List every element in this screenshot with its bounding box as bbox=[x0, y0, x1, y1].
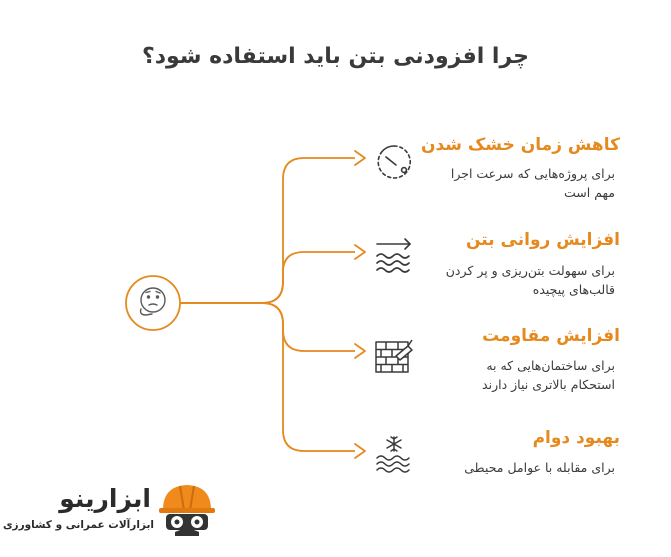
item-2-desc-line-1: برای سهولت بتن‌ریزی و پر کردن bbox=[445, 263, 615, 278]
arrowhead-1 bbox=[355, 151, 365, 165]
item-1-desc bbox=[400, 164, 615, 202]
connector-1 bbox=[180, 158, 355, 303]
item-2-desc-line-2: قالب‌های پیچیده bbox=[532, 282, 615, 297]
item-4-title: بهبود دوام bbox=[532, 428, 620, 448]
item-3-desc bbox=[400, 356, 615, 394]
arrowhead-3 bbox=[355, 344, 365, 358]
connectors bbox=[180, 158, 355, 451]
logo-name: ابزارینو bbox=[59, 484, 151, 513]
item-3-title: افزایش مقاومت bbox=[482, 326, 620, 346]
arrowhead-2 bbox=[355, 245, 365, 259]
item-3-desc-line-2: استحکام بالاتری نیاز دارند bbox=[482, 377, 615, 392]
item-2-title: افزایش روانی بتن bbox=[466, 230, 620, 250]
item-4-desc bbox=[400, 458, 615, 477]
item-4-desc-line-1: برای مقابله با عوامل محیطی bbox=[464, 460, 615, 475]
logo-helmet-icon bbox=[157, 480, 217, 538]
arrowheads bbox=[355, 151, 365, 458]
logo-tagline: ابزارآلات عمرانی و کشاورزی bbox=[2, 519, 154, 531]
item-2-desc bbox=[400, 261, 615, 299]
center-node bbox=[126, 276, 180, 330]
item-3-desc-line-1: برای ساختمان‌هایی که به bbox=[486, 358, 615, 373]
diagram-title: چرا افزودنی بتن باید استفاده شود؟ bbox=[141, 44, 530, 69]
connector-4 bbox=[180, 303, 355, 451]
arrowhead-4 bbox=[355, 444, 365, 458]
item-1-desc-line-2: مهم است bbox=[564, 185, 615, 200]
item-1-desc-line-1: برای پروژه‌هایی که سرعت اجرا bbox=[450, 166, 615, 181]
item-1-title: کاهش زمان خشک شدن bbox=[420, 135, 620, 155]
connector-3 bbox=[180, 303, 355, 351]
connector-2 bbox=[180, 252, 355, 303]
